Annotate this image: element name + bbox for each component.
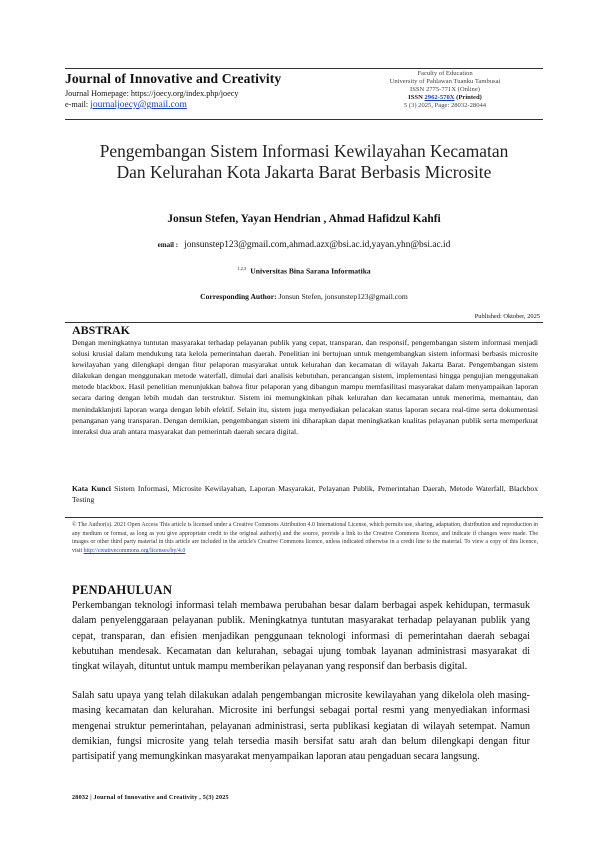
keywords-label: Kata Kunci <box>72 484 111 493</box>
abstract-bottom-rule <box>65 517 543 518</box>
journal-title: Journal of Innovative and Creativity <box>65 71 282 86</box>
email-label: email : <box>157 241 179 249</box>
email-list: jonsunstep123@gmail.com,ahmad.azx@bsi.ac.id,yayan.yhn@bsi.ac.id <box>184 240 451 250</box>
header-top-rule <box>65 68 543 69</box>
issn-print-link[interactable]: 2962-570X <box>424 94 455 101</box>
abstract-text: Dengan meningkatnya tuntutan masyarakat terhadap pelayanan publik yang cepat, transparan, dan responsif, pengembangan sistem informasi menjadi solusi krusial dalam mendukung tata kelola pemerintahan daerah. Penelitian ini bertujuan untuk mengembangkan sistem informasi berbasis microsite kewilayahan yang dilengkapi dengan fitur pelaporan masyarakat untuk kelurahan dan kecamatan di wilayah Jakarta Barat. Pengembangan sistem dilakukan dengan menggunakan metode waterfall, dimulai dari analisis kebutuhan, perancangan sistem, implementasi hingga pengujian menggunakan metode blackbox. Hasil penelitian menunjukkan bahwa fitur pelaporan yang dibangun mampu memfasilitasi masyarakat dalam menyampaikan laporan secara daring dengan lebih mudah dan terstruktur. Sistem ini memungkinkan pihak kelurahan dan kecamatan untuk menerima, memantau, dan menindaklanjuti laporan warga dengan lebih efektif. Selain itu, sistem juga menyediakan pelacakan status laporan secara real-time serta dokumentasi penanganan yang transparan. Dengan demikian, pengembangan sistem ini diharapkan dapat meningkatkan kualitas pelayanan publik serta memperkuat interaksi dua arah antara masyarakat dan pemerintah daerah secara digital. <box>72 338 538 436</box>
license-link[interactable]: http://creativecommons.org/licenses/by/4.0 <box>83 547 186 554</box>
keywords-list: Sistem Informasi, Microsite Kewilayahan, Laporan Masyarakat, Pelayanan Publik, Pemerintahan Daerah, Metode Waterfall, Blackbox Testing <box>72 484 538 505</box>
intro-paragraph-1: Perkembangan teknologi informasi telah membawa perubahan besar dalam berbagai aspek kehidupan, termasuk dalam penyelenggaraan pelayanan publik. Meningkatnya tuntutan masyarakat terhadap pelayanan publik yang cepat, transparan, dan efisien menjadikan penggunaan teknologi informasi di pemerintahan daerah sebagai kebutuhan mendesak. Kecamatan dan kelurahan, sebagai ujung tombak layanan administrasi masyarakat di tingkat wilayah, dituntut untuk mampu memberikan pelayanan yang responsif dan berbasis digital. <box>72 600 530 673</box>
affiliation-sup: 1,2,3 <box>237 266 247 271</box>
page-footer: 28032 | Journal of Innovative and Creativity , 5(3) 2025 <box>72 794 229 801</box>
license-notice: © The Author(s). 2021 Open Access This article is licensed under a Creative Commons Attribution 4.0 International License, which permits use, sharing, adaptation, distribution and reproduction in any medium or format, as long as you give appropriate credit to the original author(s) and the source, provide a link to the Creative Commons licence, and indicate if changes were made. The images or other third party material in this article are included in the article's Creative Commons licence, unless indicated otherwise in a credit line to the material. To view a copy of this licence, visit http://creativecommons.org/licenses/by/4.0 <box>72 522 538 554</box>
journal-email <box>65 100 187 110</box>
issn-online: ISSN 2775-771X (Online) <box>410 86 480 93</box>
journal-email-label: e-mail: <box>65 100 91 109</box>
published-date: Published: Oktober, 2025 <box>474 313 540 320</box>
journal-email-link[interactable]: journaljoecy@gmail.com <box>90 100 187 110</box>
abstract-heading: ABSTRAK <box>72 323 131 337</box>
article-title: Pengembangan Sistem Informasi Kewilayahan Kecamatan Dan Kelurahan Kota Jakarta Barat Berbasis Microsite <box>99 141 509 182</box>
abstract-top-rule <box>65 322 543 323</box>
university: University of Pahlawan Tuanku Tambusai <box>389 78 501 85</box>
article-authors: Jonsun Stefen, Yayan Hendrian , Ahmad Hafidzul Kahfi <box>167 213 441 225</box>
intro-paragraph-2: Salah satu upaya yang telah dilakukan adalah pengembangan microsite kewilayahan yang dikelola oleh masing-masing kecamatan dan kelurahan. Microsite ini berfungsi sebagai portal resmi yang menyediakan informasi mengenai struktur pemerintahan, pelayanan administrasi, serta publikasi kegiatan di wilayah setempat. Namun demikian, fungsi microsite yang telah tersedia masih bersifat satu arah dan belum dilengkapi dengan fitur partisipatif yang memungkinkan masyarakat menyampaikan laporan atau pengaduan secara langsung. <box>72 690 530 763</box>
header-bottom-rule <box>65 119 543 120</box>
faculty: Faculty of Education <box>417 70 473 77</box>
corresponding-author: Corresponding Author: Jonsun Stefen, jonsunstep123@gmail.com <box>200 292 408 301</box>
section-heading-introduction: PENDAHULUAN <box>72 583 173 597</box>
issn-print: ISSN 2962-570X (Printed) <box>408 94 482 101</box>
journal-homepage: Journal Homepage: https://joecy.org/index.php/joecy <box>65 89 239 98</box>
keywords <box>72 483 538 505</box>
volume-pages: 5 (3) 2025, Page: 28032-28044 <box>403 102 487 109</box>
author-emails <box>60 240 548 250</box>
header-publisher-info <box>350 70 540 110</box>
affiliation: $^{1,2,3}$ Universitas Bina Sarana Informatika <box>237 266 371 276</box>
